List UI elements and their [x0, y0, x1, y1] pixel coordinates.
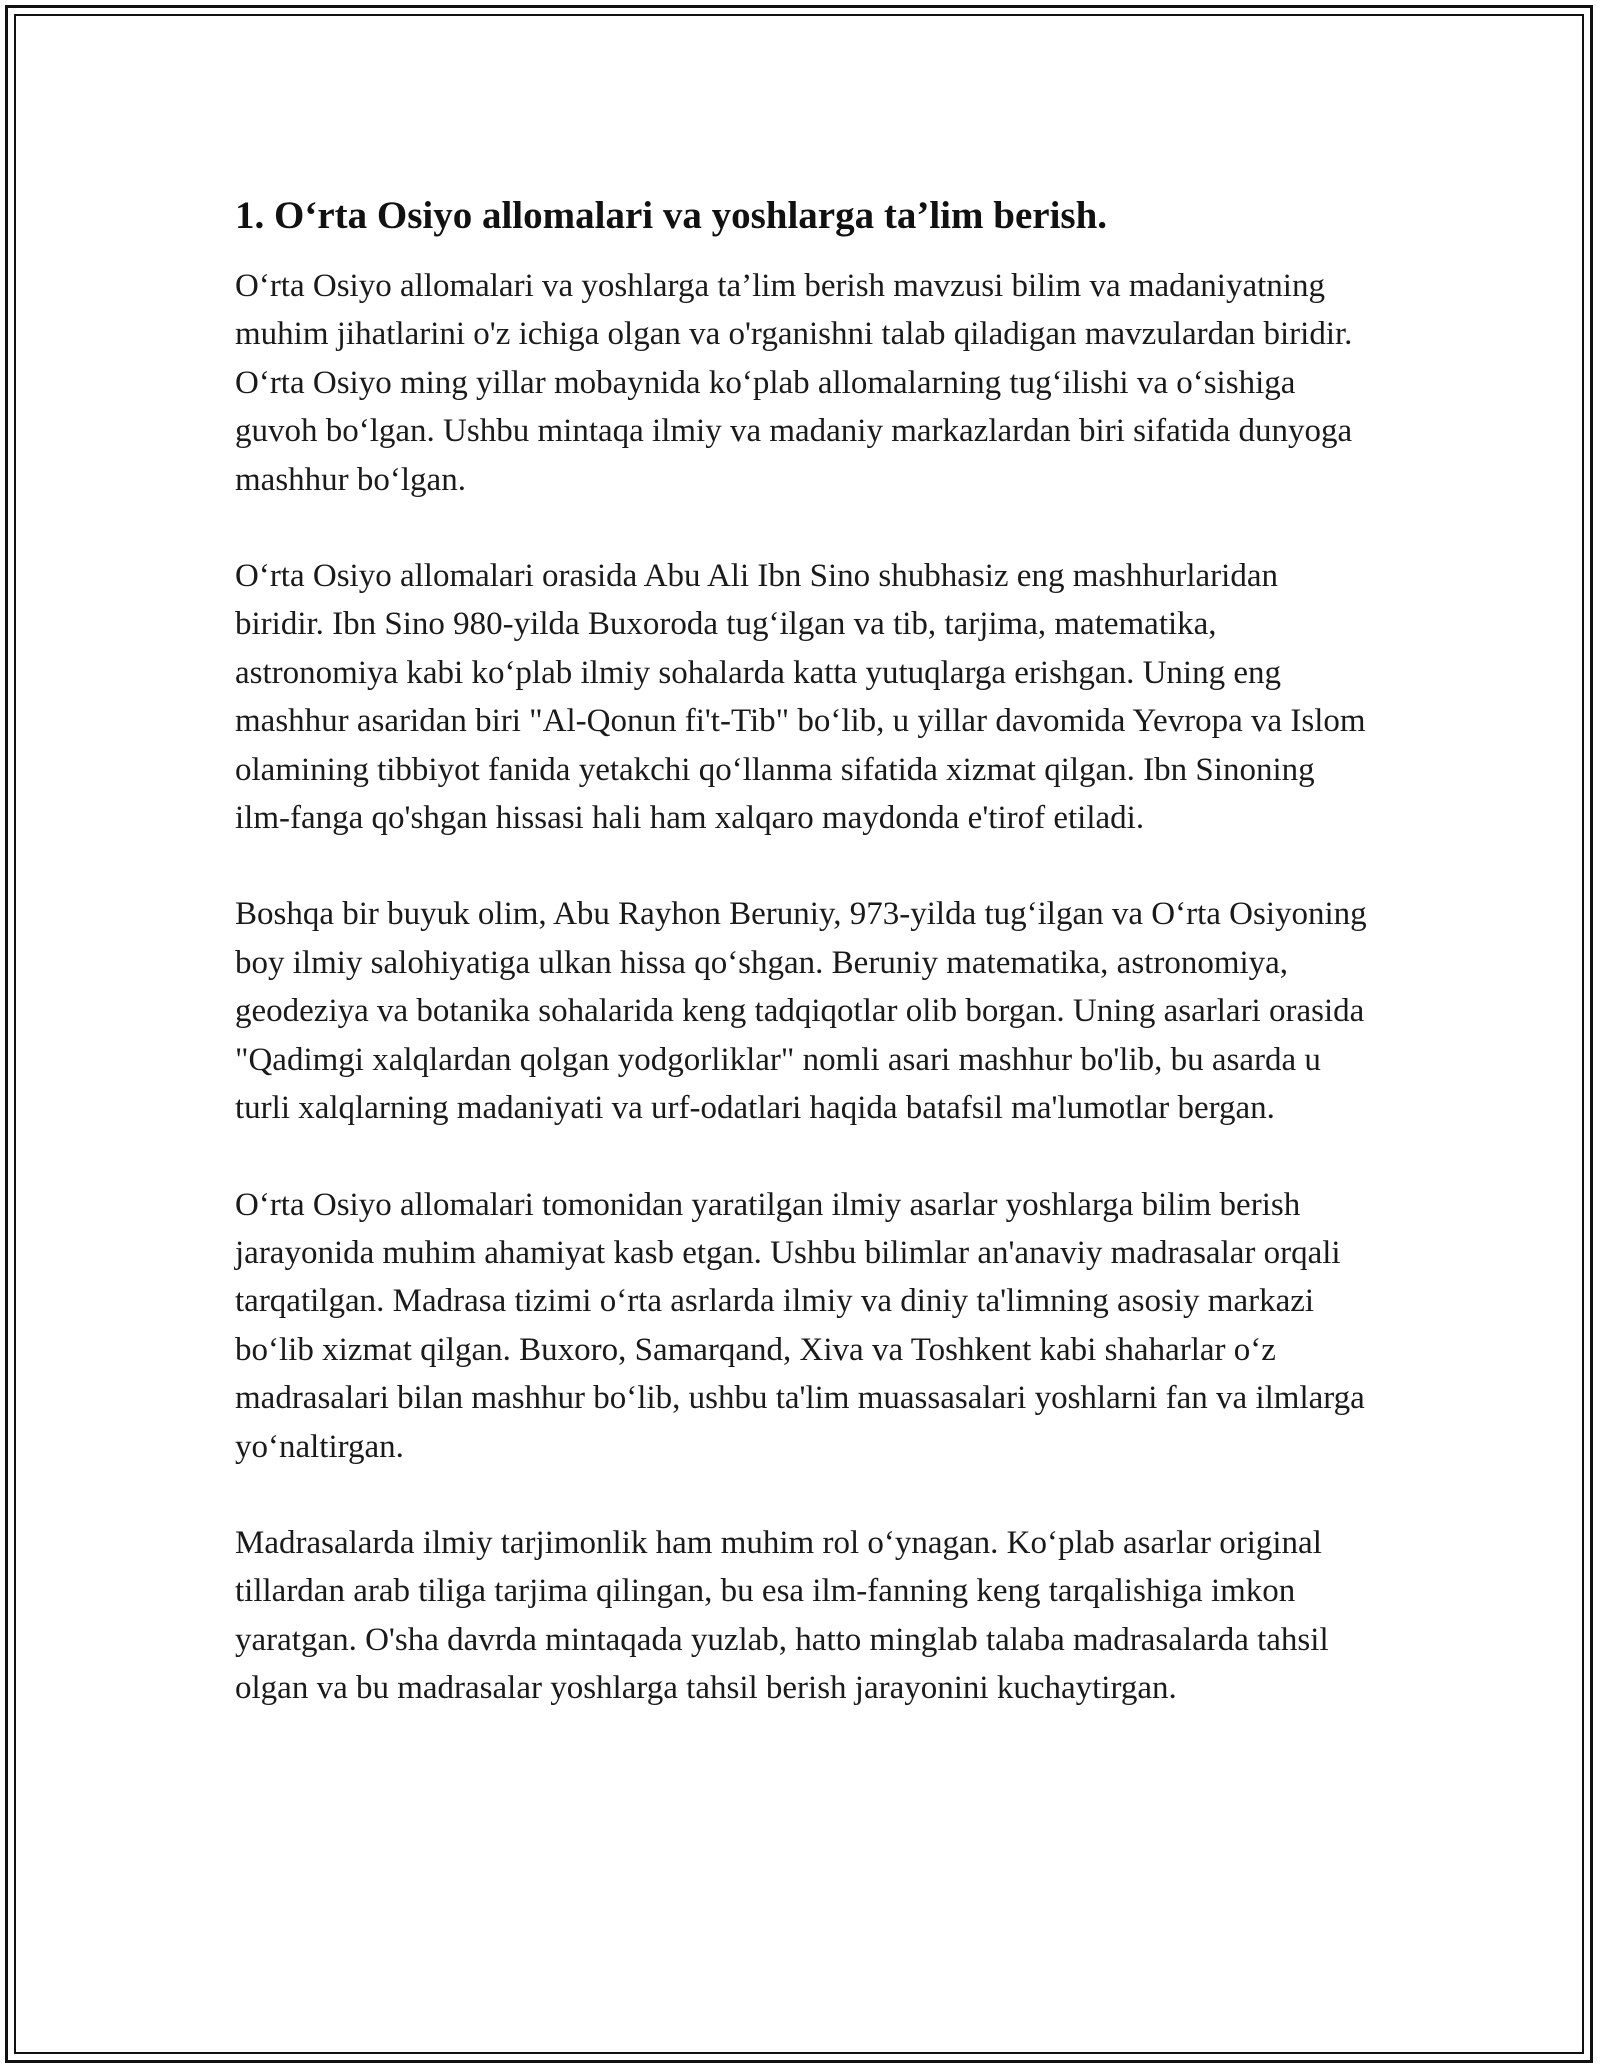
paragraph-1: O‘rta Osiyo allomalari va yoshlarga ta’lim berish mavzusi bilim va madaniyatning muhim jihatlarini o'z ichiga olgan va o'rganishni talab qiladigan mavzulardan biridir. O‘rta Osiyo ming yillar mobaynida ko‘plab allomalarning tug‘ilishi va o‘sishiga guvoh bo‘lgan. Ushbu mintaqa ilmiy va madaniy markazlardan biri sifatida dunyoga mashhur bo‘lgan. — [235, 268, 1353, 498]
paragraph-4: O‘rta Osiyo allomalari tomonidan yaratilgan ilmiy asarlar yoshlarga bilim berish jarayonida muhim ahamiyat kasb etgan. Ushbu bilimlar an'anaviy madrasalar orqali tarqatilgan. Madrasa tizimi o‘rta asrlarda ilmiy va diniy ta'limning asosiy markazi bo‘lib xizmat qilgan. Buxoro, Samarqand, Xiva va Toshkent kabi shaharlar o‘z madrasalari bilan mashhur bo‘lib, ushbu ta'lim muassasalari yoshlarni fan va ilmlarga yo‘naltirgan. — [235, 1186, 1365, 1465]
document-body — [235, 188, 1375, 1761]
paragraph-3: Boshqa bir buyuk olim, Abu Rayhon Beruniy, 973-yilda tug‘ilgan va O‘rta Osiyoning boy ilmiy salohiyatiga ulkan hissa qo‘shgan. Beruniy matematika, astronomiya, geodeziya va botanika sohalarida keng tadqiqotlar olib borgan. Uning asarlari orasida "Qadimgi xalqlardan qolgan yodgorliklar" nomli asari mashhur bo'lib, bu asarda u turli xalqlarning madaniyati va urf-odatlari haqida batafsil ma'lumotlar bergan. — [235, 896, 1367, 1127]
paragraph-2: O‘rta Osiyo allomalari orasida Abu Ali Ibn Sino shubhasiz eng mashhurlaridan biridir. Ibn Sino 980-yilda Buxoroda tug‘ilgan va tib, tarjima, matematika, astronomiya kabi ko‘plab ilmiy sohalarda katta yutuqlarga erishgan. Uning eng mashhur asaridan biri "Al-Qonun fi't-Tib" bo‘lib, u yillar davomida Yevropa va Islom olamining tibbiyot fanida yetakchi qo‘llanma sifatida xizmat qilgan. Ibn Sinoning ilm-fanga qo'shgan hissasi hali ham xalqaro maydonda e'tirof etiladi. — [235, 558, 1366, 837]
paragraph-5: Madrasalarda ilmiy tarjimonlik ham muhim rol o‘ynagan. Ko‘plab asarlar original tillardan arab tiliga tarjima qilingan, bu esa ilm-fanning keng tarqalishiga imkon yaratgan. O'sha davrda mintaqada yuzlab, hatto minglab talaba madrasalarda tahsil olgan va bu madrasalar yoshlarga tahsil berish jarayonini kuchaytirgan. — [235, 1524, 1329, 1707]
section-heading: 1. O‘rta Osiyo allomalari va yoshlarga ta’lim berish. — [235, 194, 1108, 237]
